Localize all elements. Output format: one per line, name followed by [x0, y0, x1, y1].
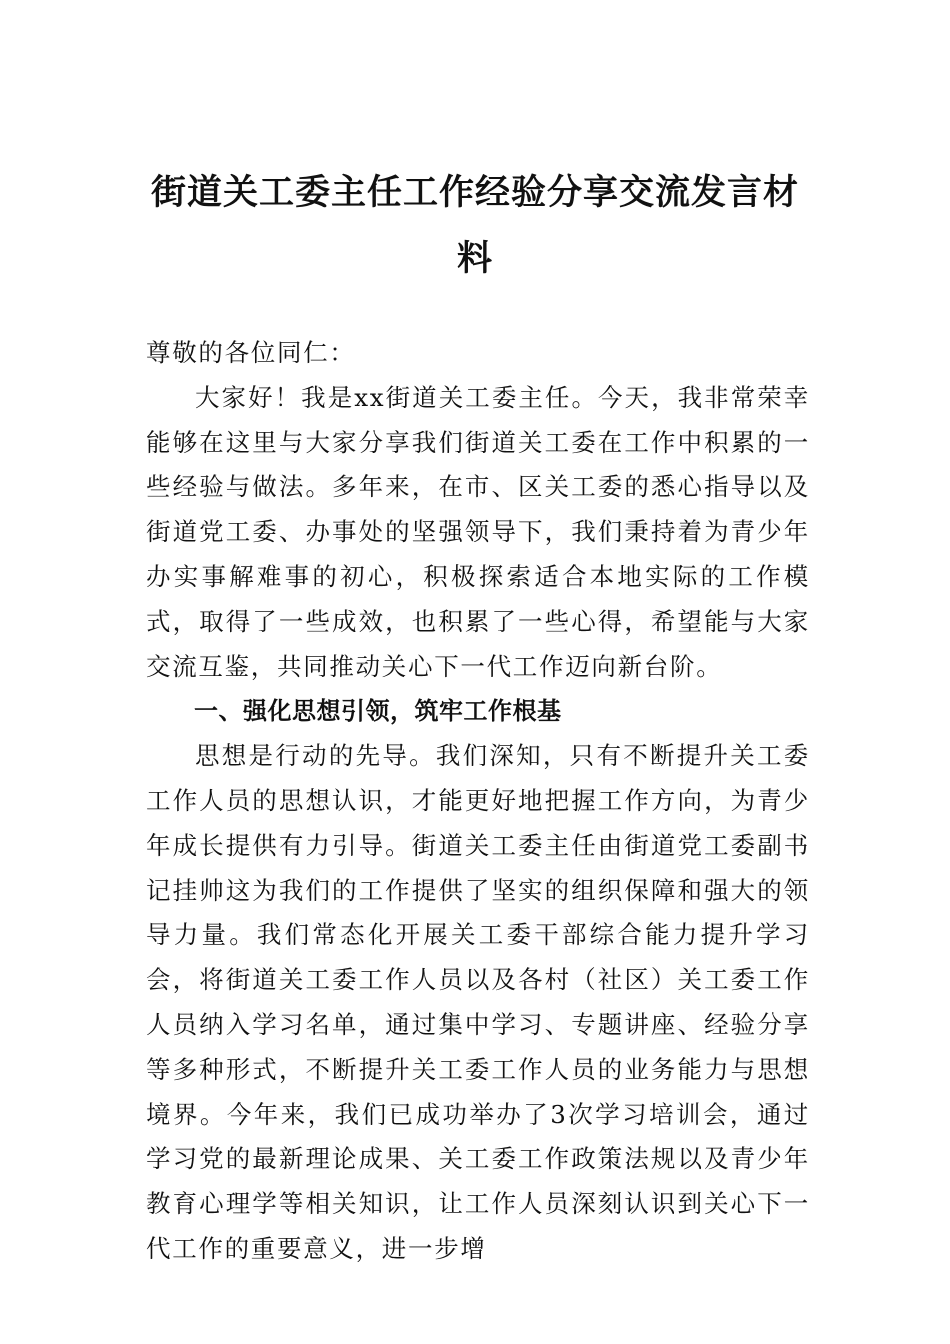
document-body [146, 331, 810, 1272]
paragraph-intro: 大家好！我是xx街道关工委主任。今天，我非常荣幸能够在这里与大家分享我们街道关工委在工作中积累的一些经验与做法。多年来，在市、区关工委的悉心指导以及街道党工委、办事处的坚强领导下，我们秉持着为青少年办实事解难事的初心，积极探索适合本地实际的工作模式，取得了一些成效，也积累了一些心得，希望能与大家交流互鉴，共同推动关心下一代工作迈向新台阶。 [146, 382, 810, 681]
paragraph-section-1: 思想是行动的先导。我们深知，只有不断提升关工委工作人员的思想认识，才能更好地把握工作方向，为青少年成长提供有力引导。街道关工委主任由街道党工委副书记挂帅这为我们的工作提供了坚实的组织保障和强大的领导力量。我们常态化开展关工委干部综合能力提升学习会，将街道关工委工作人员以及各村（社区）关工委工作人员纳入学习名单，通过集中学习、专题讲座、经验分享等多种形式，不断提升关工委工作人员的业务能力与思想境界。今年来，我们已成功举办了3次学习培训会，通过学习党的最新理论成果、关工委工作政策法规以及青少年教育心理学等相关知识，让工作人员深刻认识到关心下一代工作的重要意义，进一步增 [146, 741, 810, 1263]
section-heading-1: 一、强化思想引领，筑牢工作根基 [194, 697, 562, 726]
salutation: 尊敬的各位同仁： [146, 338, 356, 367]
document-title: 街道关工委主任工作经验分享交流发言材料 [150, 172, 799, 279]
